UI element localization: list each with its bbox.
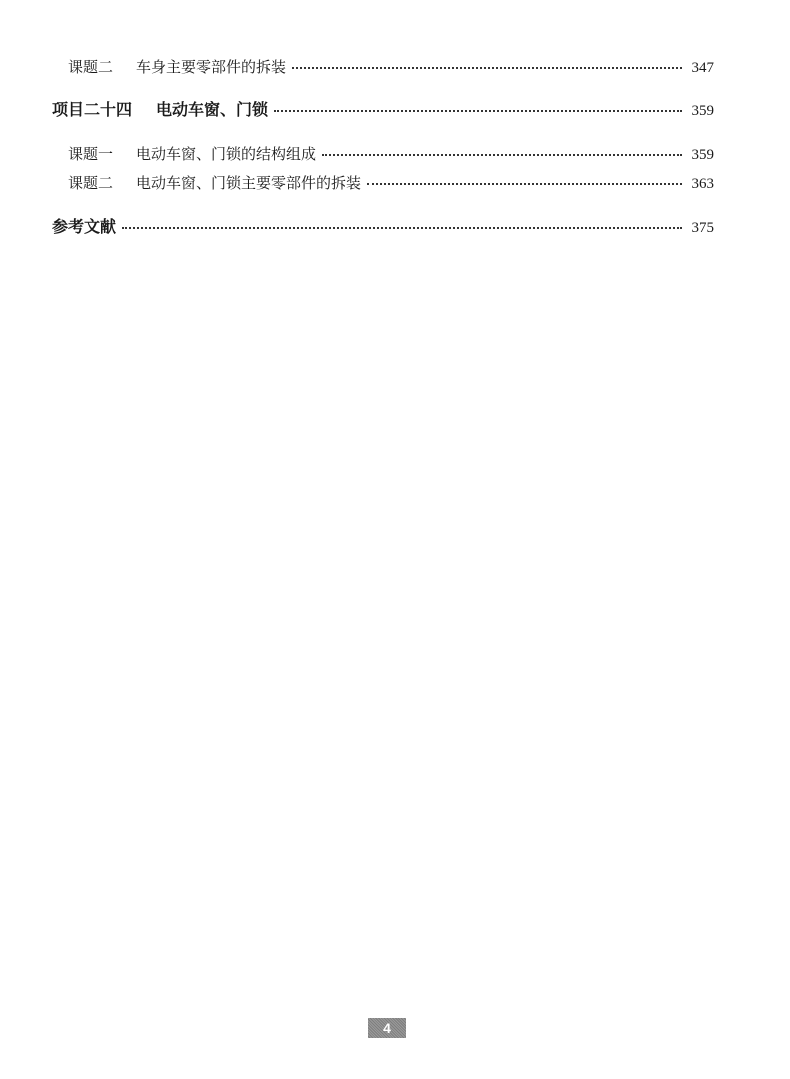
toc-entry-references[interactable]	[52, 217, 714, 238]
toc-entry-label	[68, 173, 361, 193]
toc-entry-number: 课题二	[68, 58, 114, 76]
toc-entry-page: 347	[691, 60, 714, 76]
toc-entry-label	[52, 100, 268, 120]
toc-entry-label	[68, 144, 316, 164]
toc-entry-title: 电动车窗、门锁	[156, 100, 269, 119]
toc-entry-title: 电动车窗、门锁主要零部件的拆装	[136, 174, 362, 192]
toc-entry-number: 项目二十四	[52, 100, 133, 119]
toc-entry-page: 375	[691, 220, 714, 236]
toc-entry-lesson[interactable]	[68, 173, 714, 194]
page-number: 4	[368, 1018, 406, 1038]
dot-leader	[322, 154, 682, 156]
toc-entry-label	[68, 57, 286, 77]
toc-entry-number: 课题二	[68, 174, 114, 192]
dot-leader	[274, 110, 682, 112]
toc-entry-page: 359	[691, 147, 714, 163]
toc-entry-title: 车身主要零部件的拆装	[136, 58, 287, 76]
toc-entry-lesson[interactable]	[68, 57, 714, 78]
dot-leader	[367, 183, 682, 185]
toc-entry-title: 电动车窗、门锁的结构组成	[136, 145, 317, 163]
toc-entry-page: 363	[691, 176, 714, 192]
toc-entry-page: 359	[691, 103, 714, 119]
toc-entry-title: 参考文献	[52, 217, 117, 236]
toc-entry-lesson[interactable]	[68, 144, 714, 165]
toc-entry-project[interactable]	[52, 100, 714, 121]
dot-leader	[292, 67, 682, 69]
toc-entry-number: 课题一	[68, 145, 114, 163]
dot-leader	[122, 227, 682, 229]
